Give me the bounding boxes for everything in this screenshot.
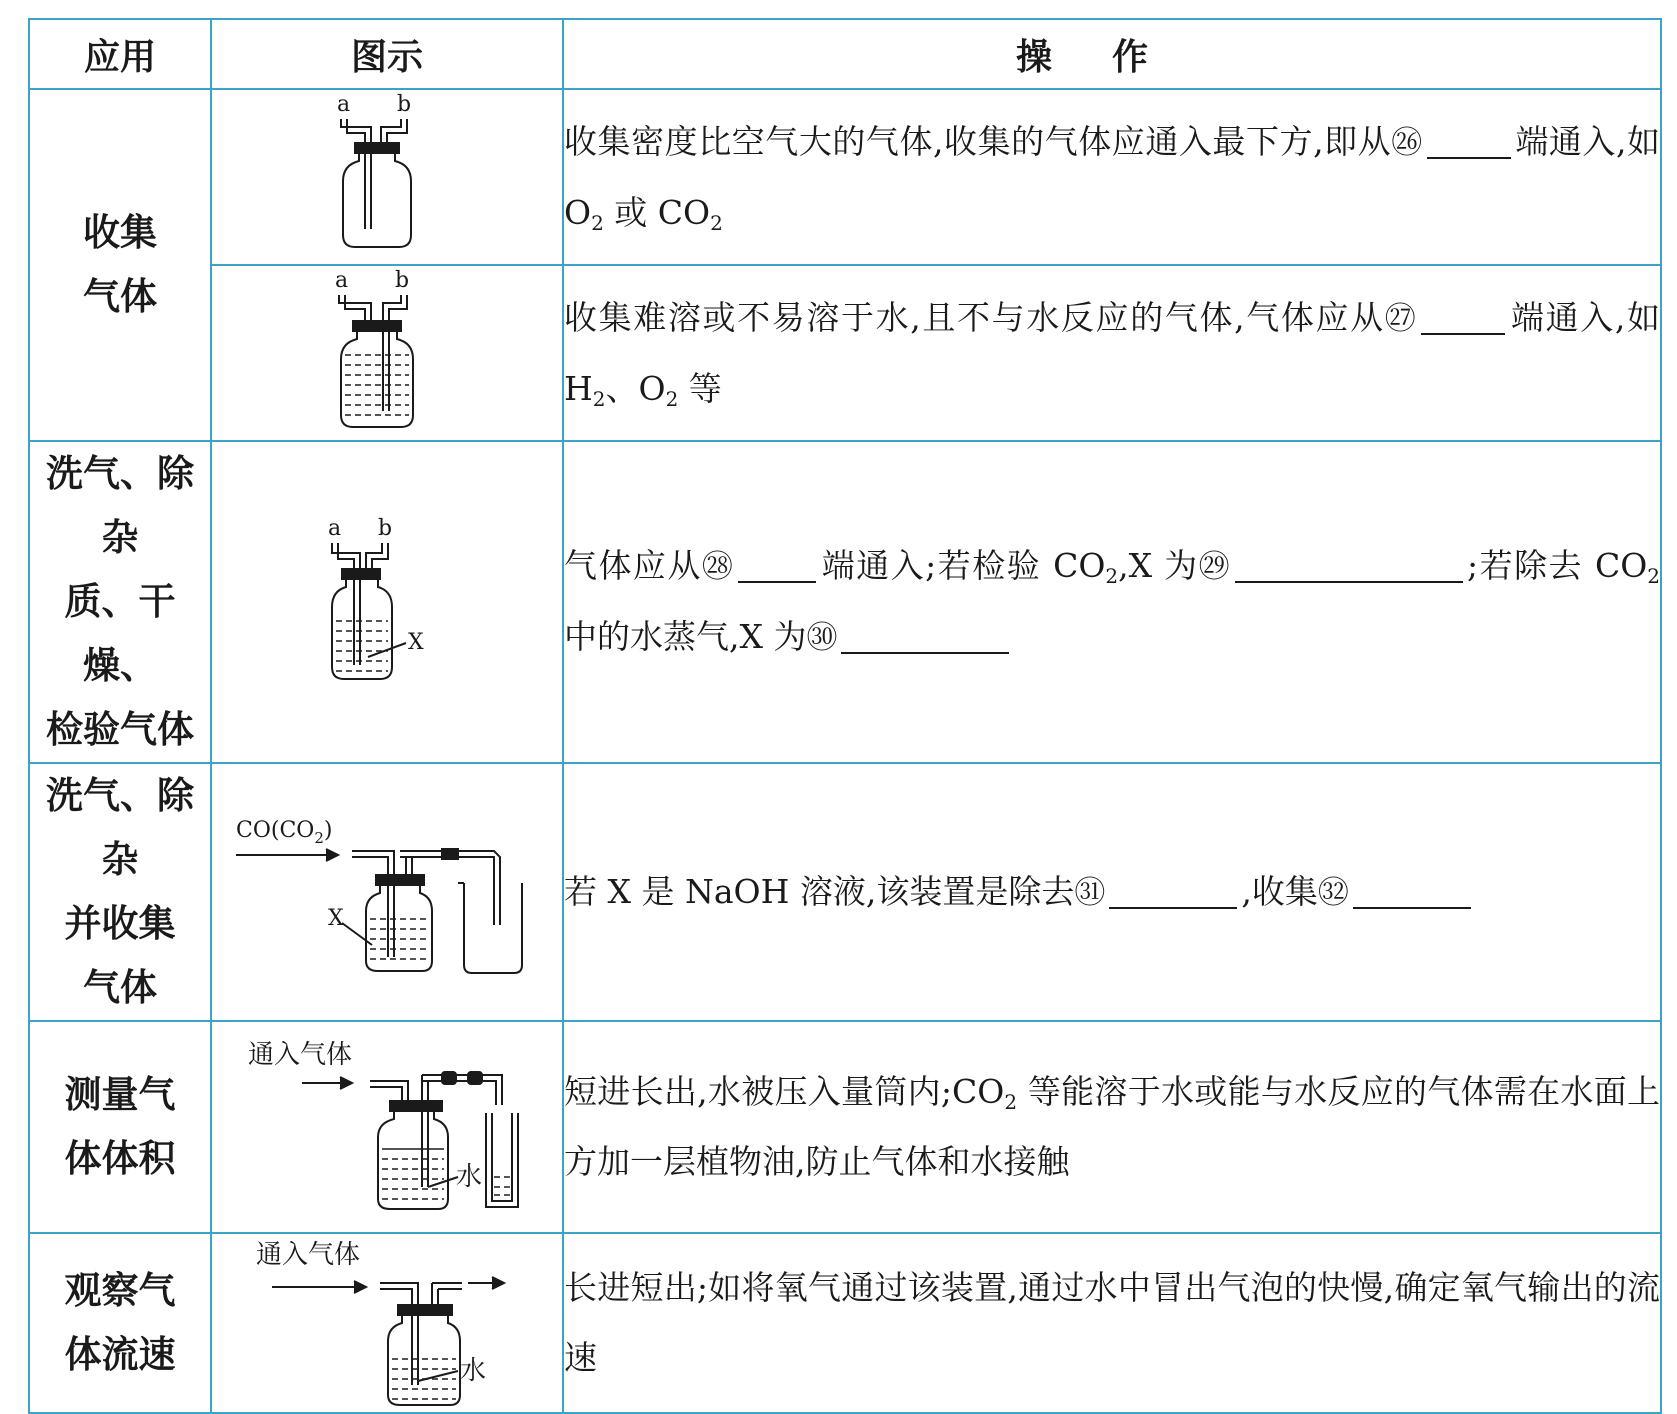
application-line: 洗气、除杂: [46, 452, 194, 559]
port-a-label: a: [337, 92, 351, 117]
operation-text: 长进短出;如将氧气通过该装置,通过水中冒出气泡的快慢,确定氧气输出的流速: [564, 1268, 1660, 1377]
blank-number-31: ㉛: [1074, 874, 1106, 911]
water-label: 水: [460, 1356, 487, 1386]
operation-text: 中的水蒸气,X 为: [564, 617, 807, 656]
operation-text: 气体应从: [564, 546, 702, 585]
operation-cell: [563, 441, 1661, 763]
answer-blank-31[interactable]: [1109, 877, 1237, 909]
figure-cell: [211, 1233, 563, 1413]
inlet-gas-label: 通入气体: [256, 1240, 361, 1270]
figure-cell: [211, 1021, 563, 1233]
subscript: 2: [591, 210, 604, 235]
measure-volume-apparatus-diagram: [242, 1037, 532, 1217]
observe-flow-apparatus-diagram: [252, 1235, 522, 1411]
header-operation: 操作: [563, 19, 1661, 89]
operation-text: 若 X 是 NaOH 溶液,该装置是除去: [564, 871, 1075, 911]
operation-text: ;若除去 CO: [1467, 546, 1648, 585]
subscript: 2: [1004, 1090, 1018, 1114]
application-line: 观察气: [64, 1269, 176, 1312]
answer-blank-27[interactable]: [1421, 303, 1505, 335]
answer-blank-30[interactable]: [841, 622, 1009, 654]
gas-washing-bottle-water-diagram: [327, 268, 447, 433]
blank-number-30: ㉚: [806, 620, 838, 656]
operation-cell: [563, 265, 1661, 441]
operation-text: 端通入,如 O: [564, 121, 1661, 232]
gas-mixture-label: $CO(CO_2)$: [236, 818, 333, 847]
operation-text: 等: [678, 368, 722, 408]
answer-blank-28[interactable]: [738, 551, 816, 583]
operation-text: ,X 为: [1118, 546, 1199, 585]
table-row: [29, 89, 1661, 265]
operation-cell: [563, 89, 1661, 265]
application-line: 测量气: [64, 1073, 176, 1116]
table-row: [29, 441, 1661, 763]
figure-cell: [211, 763, 563, 1021]
application-line: 检验气体: [46, 708, 194, 751]
application-line: 并收集: [64, 902, 176, 945]
operation-cell: [563, 1021, 1661, 1233]
operation-cell: [563, 763, 1661, 1021]
water-label: 水: [456, 1162, 483, 1192]
application-line: 体体积: [64, 1137, 176, 1180]
application-line: 收集: [83, 211, 157, 254]
header-application: 应用: [29, 19, 211, 89]
application-cell-observe-flow: [29, 1233, 211, 1413]
operation-text: 收集密度比空气大的气体,收集的气体应通入最下方,即从: [564, 121, 1392, 161]
port-a-label: a: [335, 268, 349, 293]
operation-text: 等能溶于水或能与水反应的气体需在水面上方加一层植物油,防止气体和水接触: [564, 1072, 1660, 1181]
blank-number-32: ㉜: [1317, 874, 1349, 911]
gas-washing-bottle-empty-diagram: [327, 92, 447, 257]
table-row: [29, 1021, 1661, 1233]
operation-text: 、O: [605, 368, 666, 408]
operation-text: ,收集: [1241, 871, 1318, 911]
table-row: [29, 265, 1661, 441]
subscript: 2: [1105, 564, 1119, 588]
operation-text: 端通入,如 H: [564, 297, 1660, 408]
port-a-label: a: [328, 516, 342, 541]
application-line: 气体: [83, 966, 157, 1009]
table-row: [29, 763, 1661, 1021]
wash-and-collect-apparatus-diagram: [232, 807, 542, 977]
gas-washing-bottle-reagent-diagram: [322, 517, 452, 687]
subscript: 2: [592, 386, 606, 411]
subscript: 2: [665, 386, 679, 411]
blank-number-26: ㉖: [1391, 124, 1423, 161]
application-cell-measure-volume: [29, 1021, 211, 1233]
header-figure: 图示: [211, 19, 563, 89]
port-b-label: b: [395, 268, 410, 293]
operation-text: 端通入;若检验 CO: [820, 546, 1106, 585]
answer-blank-29[interactable]: [1235, 551, 1463, 583]
figure-cell: [211, 265, 563, 441]
operation-text: 短进长出,水被压入量筒内;CO: [564, 1072, 1005, 1111]
operation-text: 或 CO: [603, 192, 711, 232]
port-b-label: b: [378, 516, 393, 541]
application-cell-wash-collect: [29, 763, 211, 1021]
application-line: 质、干燥、: [64, 580, 176, 687]
port-b-label: b: [397, 92, 412, 117]
subscript: 2: [710, 210, 723, 235]
blank-number-29: ㉙: [1198, 549, 1232, 585]
application-line: 气体: [83, 275, 157, 318]
operation-text: 收集难溶或不易溶于水,且不与水反应的气体,气体应从: [564, 297, 1385, 337]
application-cell-collect-gas: [29, 89, 211, 441]
figure-cell: [211, 441, 563, 763]
application-cell-wash-dry-test: [29, 441, 211, 763]
table-header-row: [29, 19, 1661, 89]
blank-number-28: ㉘: [701, 549, 735, 585]
reagent-x-label: X: [408, 630, 424, 655]
blank-number-27: ㉗: [1384, 300, 1418, 337]
answer-blank-32[interactable]: [1353, 877, 1471, 909]
device-application-table: [28, 18, 1662, 1414]
device-application-table-sheet: [28, 18, 1661, 1386]
operation-cell: [563, 1233, 1661, 1413]
table-row: [29, 1233, 1661, 1413]
reagent-x-label: X: [328, 906, 344, 931]
inlet-gas-label: 通入气体: [248, 1040, 353, 1070]
application-line: 洗气、除杂: [46, 774, 194, 881]
figure-cell: [211, 89, 563, 265]
subscript: 2: [1647, 564, 1660, 588]
answer-blank-26[interactable]: [1427, 127, 1511, 159]
application-line: 体流速: [64, 1333, 176, 1376]
